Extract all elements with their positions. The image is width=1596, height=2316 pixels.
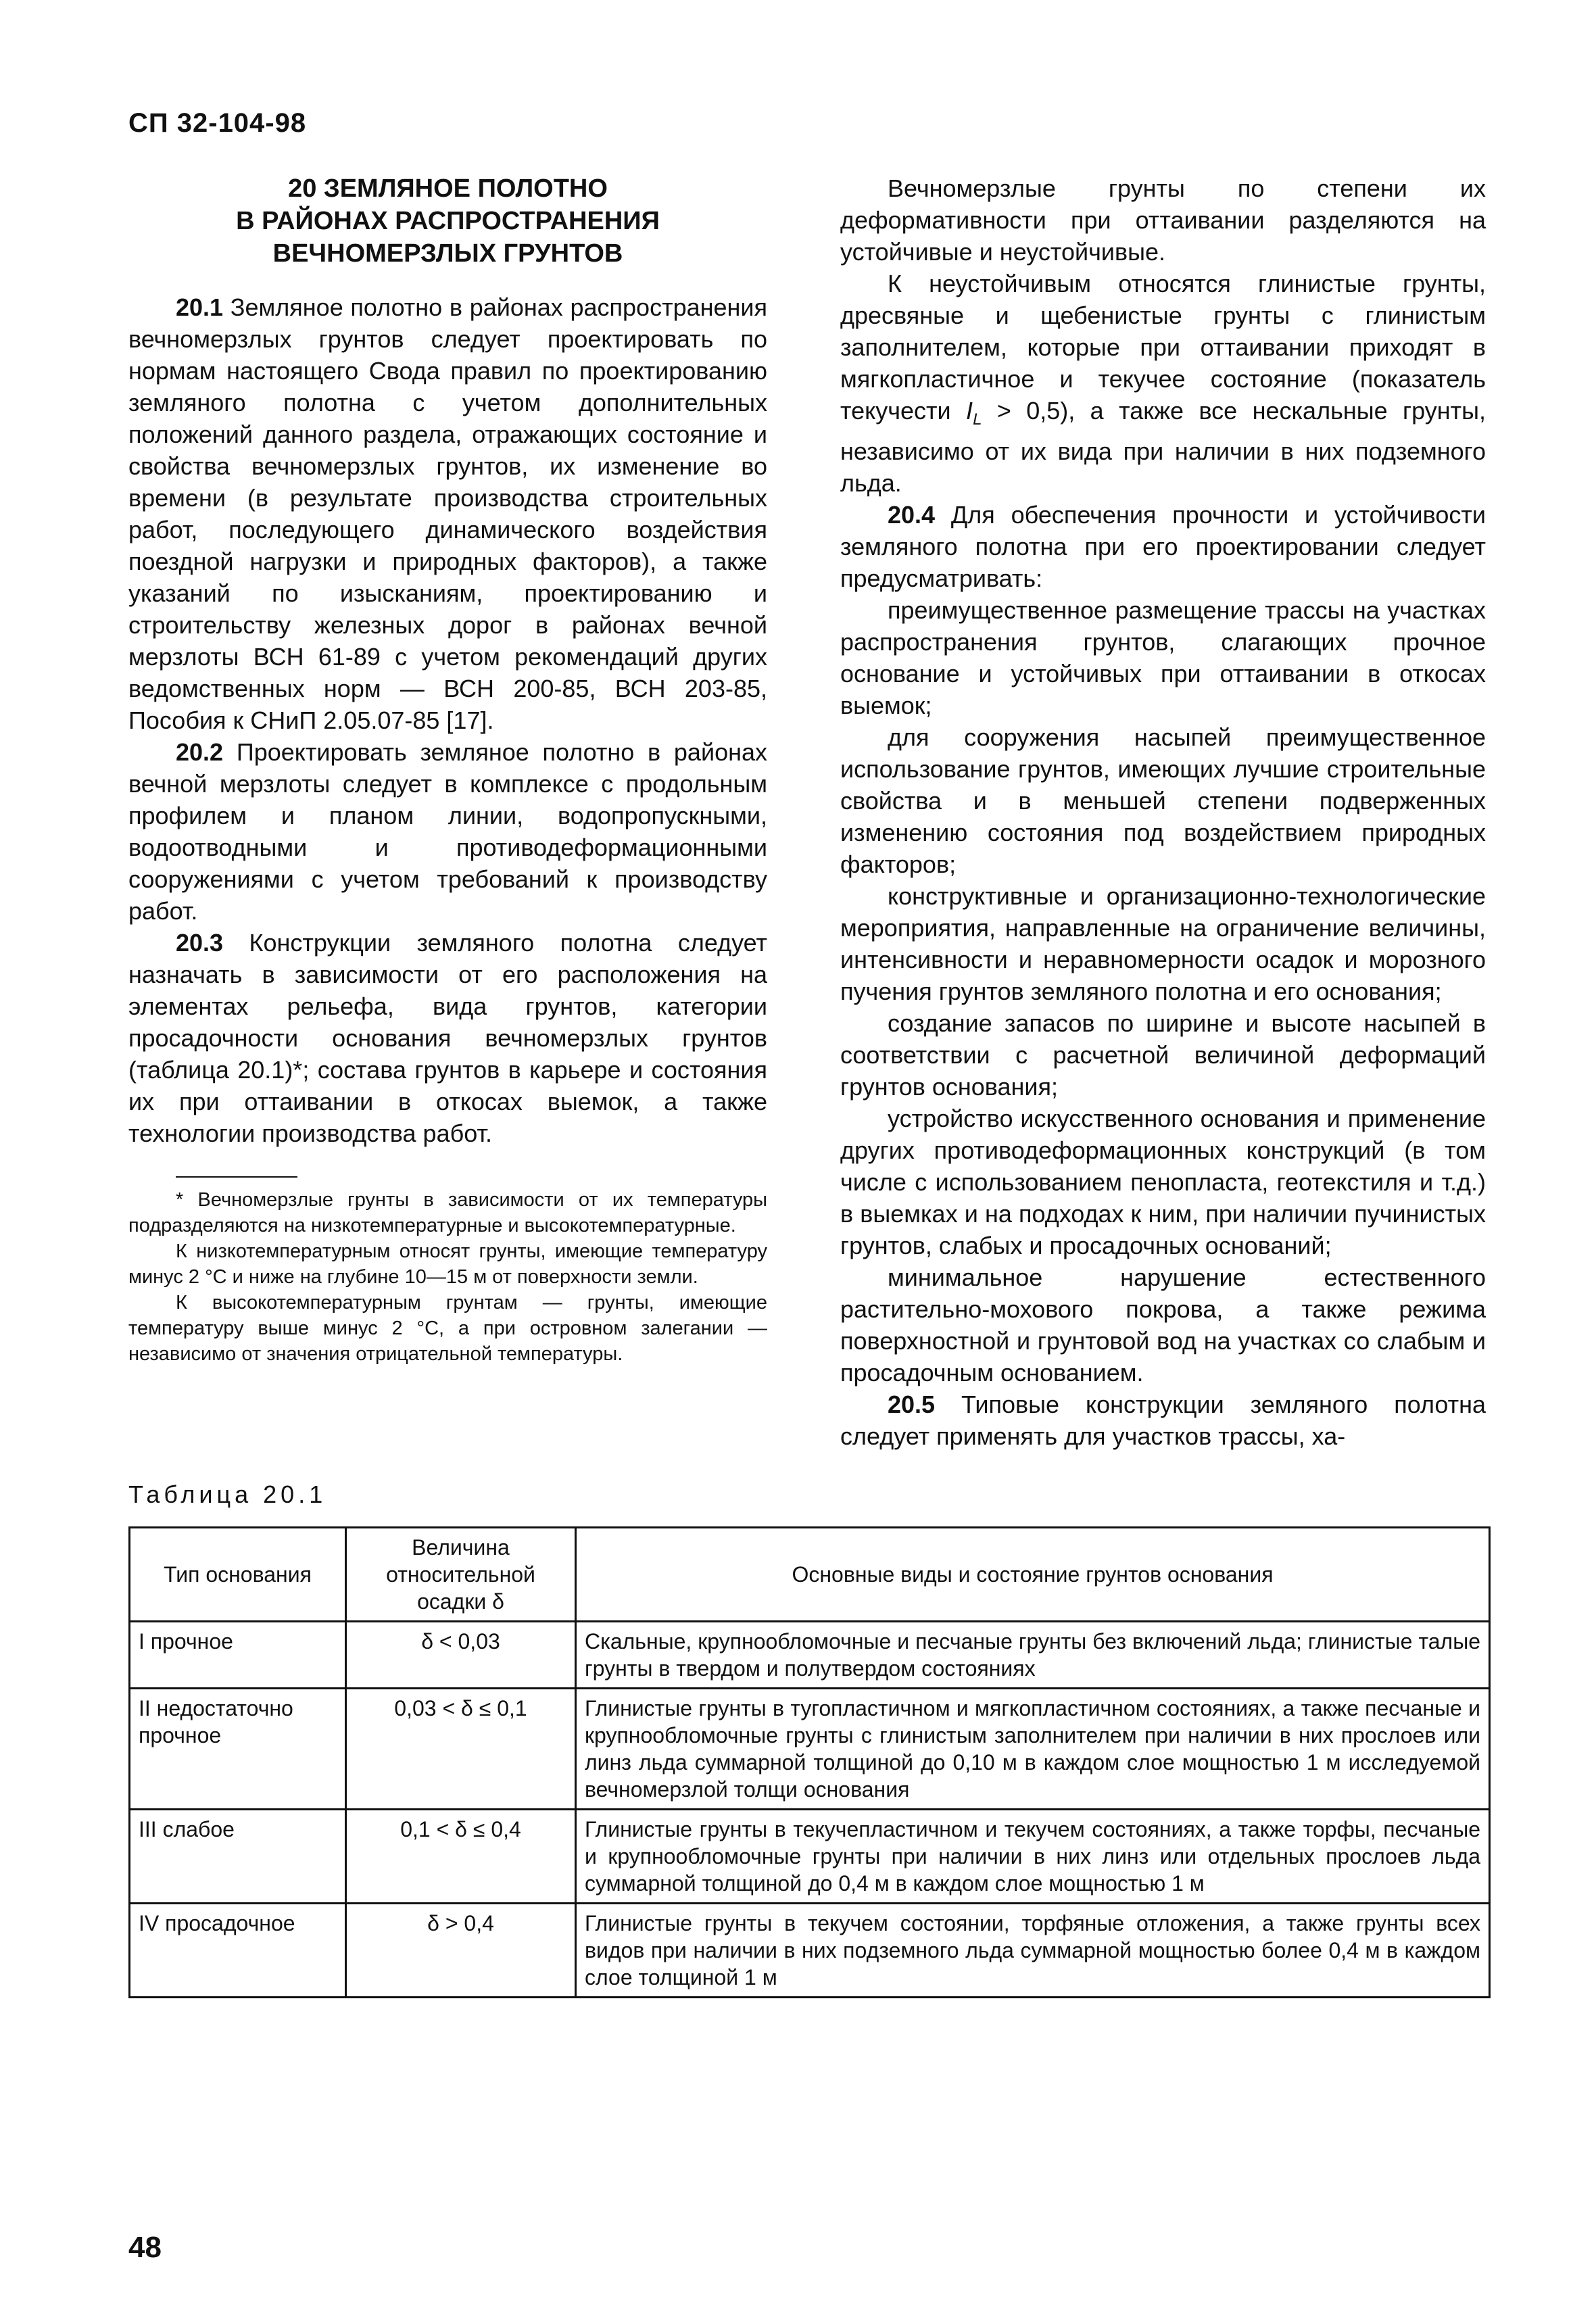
footnote: К высокотемпературным грунтам — грунты, имеющие температуру выше минус 2 °С, а при островном залегании — независимо от значения отрицательной температуры. [128,1292,767,1365]
paragraph-text: Земляное полотно в районах распространения вечномерзлых грунтов следует проектировать по нормам настоящего Свода правил по проектированию земляного полотна с учетом дополнительных положений данного раздела, отражающих состояние и свойства вечномерзлых грунтов, их изменение во времени (в результате производства строительных работ, последующего динамического воздействия поездной нагрузки и природных факторов), а также указаний по изысканиям, проектированию и строительству железных дорог в районах вечной мерзлоты ВСН 61-89 с учетом рекомендаций других ведомственных норм — ВСН 200-85, ВСН 203-85, Пособия к СНиП 2.05.07-85 [17]. [128,293,767,734]
table-header-row [130,1528,1490,1622]
soil-base-table [128,1526,1491,1998]
footnote: * Вечномерзлые грунты в зависимости от их температуры подразделяются на низкотемпературные и высокотемпературные. [128,1189,767,1236]
measure-item: минимальное нарушение естественного растительно-мохового покрова, а также режима поверхностной и грунтовой вод на участках со слабым и просадочным основанием. [840,1263,1486,1387]
right-column [840,172,1486,1452]
column-header: Величина относительной осадки δ [346,1528,576,1622]
left-column [128,172,767,1367]
measure-item: создание запасов по ширине и высоте насыпей в соответствии с расчетной величиной деформаций грунтов основания; [840,1009,1486,1101]
paragraph-unstable-soils [840,268,1486,499]
page-number: 48 [128,2231,162,2264]
clause-number: 20.5 [888,1391,936,1419]
paragraph-stability: Вечномерзлые грунты по степени их деформативности при оттаивании разделяются на устойчивые и неустойчивые. [840,174,1486,266]
soil-description-cell: Глинистые грунты в тугопластичном и мягкопластичном состояниях, а также песчаные и крупнообломочные грунты с глинистым заполнителем при наличии в них прослоев или линз льда суммарной толщиной до 0,10 м в каждом слое мощностью 1 м исследуемой вечномерзлой толщи основания [576,1689,1490,1810]
clause-number: 20.3 [176,929,224,957]
document-code: СП 32-104-98 [128,108,307,138]
paragraph-20-3 [128,927,767,1149]
clause-number: 20.2 [176,738,224,766]
paragraph-text: Проектировать земляное полотно в районах вечной мерзлоты следует в комплексе с продольным профилем и планом линии, водопропускными, водоотводными и противодеформационными сооружениями с учетом требований к производству работ. [128,738,767,925]
measure-item: конструктивные и организационно-технологические мероприятия, направленные на ограничение величины, интенсивности и неравномерности осадок и морозного пучения грунтов земляного полотна и его основания; [840,882,1486,1006]
paragraph-text: Для обеспечения прочности и устойчивости земляного полотна при его проектировании следует предусматривать: [840,501,1486,593]
paragraph-text: К неустойчивым относятся глинистые грунты, дресвяные и щебенистые грунты с глинистым заполнителем, которые при оттаивании приходят в мягкопластичное и текучее состояние (показатель текучести [840,270,1486,425]
soil-description-cell: Скальные, крупнообломочные и песчаные грунты без включений льда; глинистые талые грунты в твердом и полутвердом состояниях [576,1622,1490,1689]
measure-item: устройство искусственного основания и применение других противодеформационных конструкций (в том числе с использованием пенопласта, геотекстиля и т.д.) в выемках и на подходах к ним, при наличии пучинистых грунтов, слабых и просадочных оснований; [840,1105,1486,1260]
column-header: Основные виды и состояние грунтов основания [576,1528,1490,1622]
variable-subscript: L [973,410,982,429]
paragraph-text: > 0,5), а также все нескальные грунты, независимо от их вида при наличии в них подземного льда. [840,397,1486,498]
paragraph-20-5 [840,1389,1486,1452]
section-heading [128,172,767,270]
measure-item: для сооружения насыпей преимущественное использование грунтов, имеющих лучшие строительные свойства и в меньшей степени подверженных изменению состояния под воздействием природных факторов; [840,723,1486,879]
soil-description-cell: Глинистые грунты в текучепластичном и текучем состояниях, а также торфы, песчаные и крупнообломочные грунты при наличии в них линз или отдельных прослоев льда суммарной толщиной до 0,4 м в каждом слое мощностью 1 м [576,1810,1490,1904]
footnote: К низкотемпературным относят грунты, имеющие температуру минус 2 °С и ниже на глубине 10—15 м от поверхности земли. [128,1240,767,1288]
settlement-range-cell: 0,1 < δ ≤ 0,4 [346,1810,576,1904]
heading-line: 20 ЗЕМЛЯНОЕ ПОЛОТНО [288,174,608,203]
paragraph-20-2 [128,736,767,927]
table-caption: Таблица 20.1 [128,1480,327,1508]
heading-line: ВЕЧНОМЕРЗЛЫХ ГРУНТОВ [272,239,623,268]
settlement-range-cell: 0,03 < δ ≤ 0,1 [346,1689,576,1810]
column-header: Тип основания [130,1528,346,1622]
table-row [130,1904,1490,1998]
footnote-divider [176,1176,297,1178]
paragraph-text: Конструкции земляного полотна следует назначать в зависимости от его расположения на элементах рельефа, вида грунтов, категории просадочности основания вечномерзлых грунтов (таблица 20.1)*; состава грунтов в карьере и состояния их при оттаивании в откосах выемок, а также технологии производства работ. [128,929,767,1147]
measure-item: преимущественное размещение трассы на участках распространения грунтов, слагающих прочное основание и устойчивых при оттаивании в откосах выемок; [840,596,1486,720]
base-type-cell: III слабое [130,1810,346,1904]
clause-number: 20.4 [888,501,936,529]
variable-i: I [966,397,973,425]
paragraph-text: Типовые конструкции земляного полотна следует применять для участков трассы, ха- [840,1391,1486,1451]
settlement-range-cell: δ > 0,4 [346,1904,576,1998]
base-type-cell: II недостаточно прочное [130,1689,346,1810]
paragraph-20-1 [128,291,767,736]
paragraph-20-4 [840,499,1486,594]
base-type-cell: IV просадочное [130,1904,346,1998]
clause-number: 20.1 [176,293,224,321]
table-row [130,1810,1490,1904]
table-row [130,1622,1490,1689]
table-row [130,1689,1490,1810]
base-type-cell: I прочное [130,1622,346,1689]
soil-description-cell: Глинистые грунты в текучем состоянии, торфяные отложения, а также грунты всех видов при наличии в них подземного льда суммарной мощностью более 0,4 м в каждом слое толщиной 1 м [576,1904,1490,1998]
settlement-range-cell: δ < 0,03 [346,1622,576,1689]
heading-line: В РАЙОНАХ РАСПРОСТРАНЕНИЯ [236,207,660,235]
